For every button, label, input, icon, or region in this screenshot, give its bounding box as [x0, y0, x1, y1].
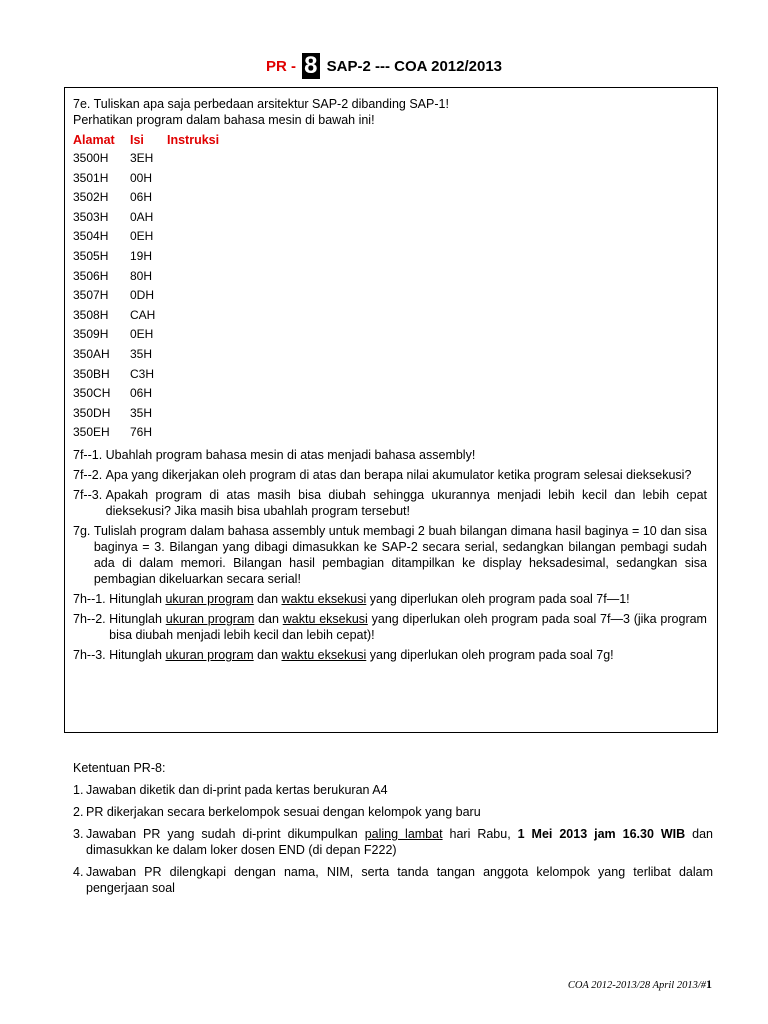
row-content: 80H: [130, 268, 153, 283]
question-text: Tulislah program dalam bahasa assembly untuk membagi 2 buah bilangan dimana hasil baginya = 10 dan sisa baginya = 3. Bilangan yang dibagi dimasukkan ke SAP-2 secara serial, sedangkan bilangan pembagi sudah ada di dalam memori. Bilangan hasil pembagian ditampilkan ke display heksadesimal, sedangkan sisa pembagian dikeluarkan secara serial!: [93, 523, 707, 586]
assignment-box: [64, 87, 718, 733]
rule-number: 2.: [73, 805, 84, 819]
table-row: [73, 227, 707, 247]
deadline-text: 1 Mei 2013 jam 16.30 WIB: [517, 827, 686, 841]
rule-text: Jawaban PR dilengkapi dengan nama, NIM, serta tanda tangan anggota kelompok yang terlibat dalam pengerjaan soal: [86, 865, 713, 895]
text-part: Hitunglah: [109, 647, 166, 662]
text-part: yang diperlukan oleh program pada soal 7f—1!: [366, 591, 630, 606]
table-row: [73, 208, 707, 228]
underlined-term: waktu eksekusi: [282, 611, 368, 626]
table-row: [73, 384, 707, 404]
row-address: 350DH: [73, 405, 111, 420]
row-address: 350EH: [73, 425, 110, 440]
rule-text: Jawaban diketik dan di-print pada kertas berukuran A4: [86, 783, 388, 797]
row-address: 350CH: [73, 386, 111, 401]
question-7h-3: [73, 647, 707, 663]
rules-section: [73, 760, 713, 902]
row-content: CAH: [130, 307, 156, 322]
table-row: [73, 149, 707, 169]
text-part: dan: [253, 647, 282, 662]
question-text: Ubahlah program bahasa mesin di atas menjadi bahasa assembly!: [105, 447, 476, 462]
header-instruction: Instruksi: [167, 133, 220, 147]
question-text: [109, 647, 707, 663]
question-label: 7h--1.: [73, 591, 110, 606]
text-part: Jawaban PR yang sudah di-print dikumpulkan: [86, 827, 365, 841]
underlined-term: ukuran program: [165, 647, 254, 662]
text-part: dan: [253, 591, 282, 606]
table-row: [73, 247, 707, 267]
title-rest: SAP-2 --- COA 2012/2013: [326, 58, 503, 75]
rule-number: 3.: [73, 827, 84, 841]
row-address: 3507H: [73, 288, 109, 303]
rule-item: [73, 782, 713, 798]
underlined-term: paling lambat: [364, 827, 443, 841]
rules-heading: Ketentuan PR-8:: [73, 761, 166, 775]
text-part: Hitunglah: [109, 591, 166, 606]
row-content: 0EH: [130, 327, 154, 342]
table-row: [73, 306, 707, 326]
row-address: 3502H: [73, 190, 109, 205]
question-text: Apakah program di atas masih bisa diubah sehingga ukurannya menjadi lebih kecil dan lebih cepat dieksekusi? Jika masih bisa ubahlah program tersebut!: [105, 487, 707, 518]
row-content: 00H: [130, 170, 153, 185]
rule-item: [73, 804, 713, 820]
row-address: 3504H: [73, 229, 109, 244]
rule-item: [73, 864, 713, 896]
row-address: 3503H: [73, 209, 109, 224]
table-row: [73, 188, 707, 208]
table-row: [73, 345, 707, 365]
row-content: 35H: [130, 346, 153, 361]
question-label: 7f--1.: [73, 447, 106, 462]
underlined-term: waktu eksekusi: [281, 647, 367, 662]
question-7e: 7e. Tuliskan apa saja perbedaan arsitektur SAP-2 dibanding SAP-1!: [73, 97, 449, 111]
page-title: [0, 52, 768, 82]
row-content: 19H: [130, 248, 153, 263]
program-intro: Perhatikan program dalam bahasa mesin di bawah ini!: [73, 113, 375, 127]
question-7h-1: [73, 591, 707, 607]
rule-number: 1.: [73, 783, 84, 797]
row-content: 76H: [130, 425, 153, 440]
program-table-header: [73, 132, 707, 149]
question-7f-3: [73, 487, 707, 519]
question-7h-2: [73, 611, 707, 643]
table-row: [73, 169, 707, 189]
text-part: dan dimasukkan ke dalam loker dosen END (di depan F222): [86, 827, 713, 857]
rule-number: 4.: [73, 865, 84, 879]
question-text: Apa yang dikerjakan oleh program di atas dan berapa nilai akumulator ketika program selesai dieksekusi?: [105, 467, 692, 482]
pr-label: PR -: [265, 58, 301, 75]
row-content: C3H: [130, 366, 155, 381]
underlined-term: waktu eksekusi: [281, 591, 367, 606]
underlined-term: ukuran program: [165, 591, 254, 606]
header-content: Isi: [130, 133, 144, 147]
text-part: yang diperlukan oleh program pada soal 7f—3 (jika program bisa diubah menjadi lebih kecil dan lebih cepat)!: [109, 611, 707, 642]
row-address: 3501H: [73, 170, 109, 185]
question-7f-2: [73, 467, 707, 483]
row-content: 0DH: [130, 288, 155, 303]
footer-text: COA 2012-2013/28 April 2013/#: [567, 980, 706, 991]
table-row: [73, 404, 707, 424]
row-address: 3505H: [73, 248, 109, 263]
question-label: 7h--2.: [73, 611, 110, 626]
table-row: [73, 365, 707, 385]
rule-item: [73, 826, 713, 858]
question-label: 7h--3.: [73, 647, 110, 662]
text-part: Hitunglah: [109, 611, 166, 626]
header-address: Alamat: [73, 133, 115, 147]
row-content: 06H: [130, 386, 153, 401]
rule-text: PR dikerjakan secara berkelompok sesuai dengan kelompok yang baru: [86, 805, 481, 819]
underlined-term: ukuran program: [165, 611, 255, 626]
question-label: 7f--2.: [73, 467, 106, 482]
row-content: 35H: [130, 405, 153, 420]
page-number: 1: [706, 977, 712, 991]
row-content: 3EH: [130, 151, 154, 165]
row-address: 3500H: [73, 151, 109, 165]
question-7g: [73, 523, 707, 587]
row-address: 350AH: [73, 346, 110, 361]
question-7f-1: [73, 447, 707, 463]
row-address: 3506H: [73, 268, 109, 283]
row-content: 06H: [130, 190, 153, 205]
row-content: 0EH: [130, 229, 154, 244]
text-part: hari Rabu,: [442, 827, 518, 841]
question-text: [109, 591, 707, 607]
table-row: [73, 267, 707, 287]
pr-number-badge: 8: [304, 52, 318, 79]
table-row: [73, 325, 707, 345]
row-content: 0AH: [130, 209, 154, 224]
table-row: [73, 286, 707, 306]
question-text: [109, 611, 707, 643]
row-address: 350BH: [73, 366, 110, 381]
row-address: 3508H: [73, 307, 109, 322]
question-label: 7g.: [73, 523, 94, 538]
text-part: dan: [254, 611, 283, 626]
rule-text: [86, 826, 713, 858]
question-label: 7f--3.: [73, 487, 106, 502]
program-table: [73, 149, 707, 443]
row-address: 3509H: [73, 327, 109, 342]
table-row: [73, 423, 707, 443]
page-footer: [568, 977, 712, 992]
text-part: yang diperlukan oleh program pada soal 7g!: [366, 647, 614, 662]
